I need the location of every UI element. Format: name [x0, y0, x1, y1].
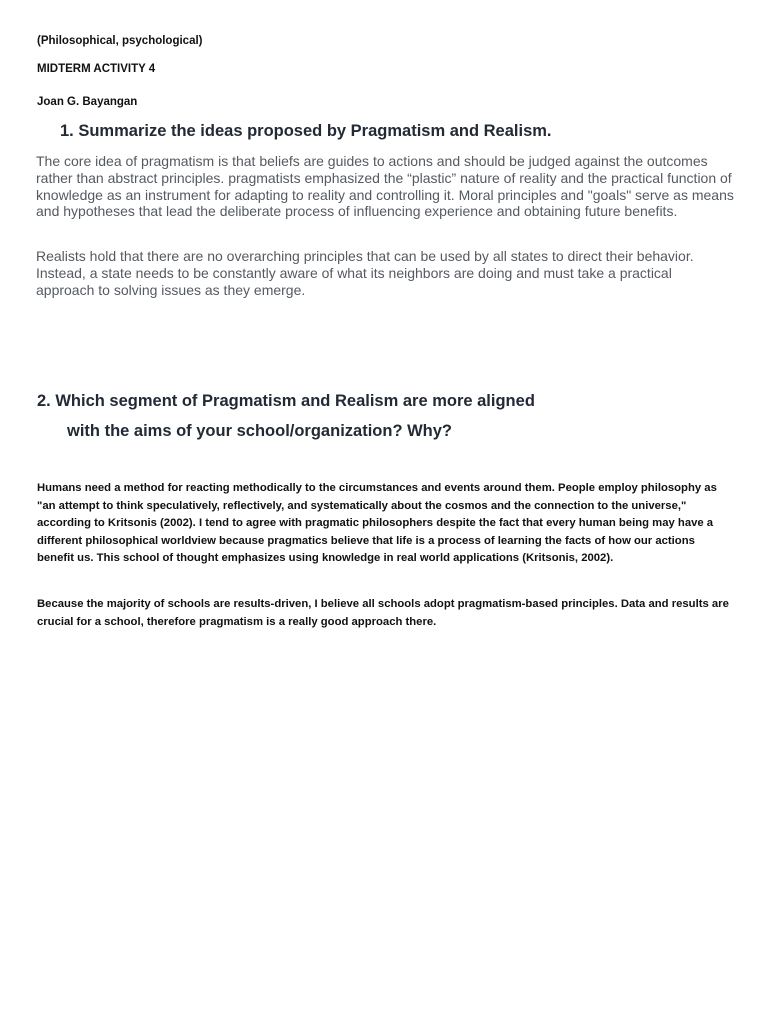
question-2-answer-paragraph-2: Because the majority of schools are results-driven, I believe all schools adopt pragmatism-based principles. Data and results are crucial for a school, therefore pragmatism is a really good approach there.: [37, 598, 729, 628]
question-1-answer-realism: Realists hold that there are no overarching principles that can be used by all states to direct their behavior. Instead, a state needs to be constantly aware of what its neighbors are doing and must take a practical approach to solving issues as they emerge.: [36, 248, 694, 298]
question-1-answer-pragmatism: The core idea of pragmatism is that beliefs are guides to actions and should be judged against the outcomes rather than abstract principles. pragmatists emphasized the “plastic” nature of reality and the practical function of knowledge as an instrument for adapting to reality and controlling it. Moral principles and "goals" serve as means and hypotheses that lead the deliberate process of influencing experience and obtaining future benefits.: [36, 153, 734, 220]
question-2-heading-line-2: with the aims of your school/organization? Why?: [67, 422, 453, 440]
question-1-heading: 1. Summarize the ideas proposed by Pragmatism and Realism.: [60, 122, 552, 140]
question-2-heading-line-1: 2. Which segment of Pragmatism and Realism are more aligned: [37, 392, 535, 410]
document-subtitle: (Philosophical, psychological): [37, 35, 203, 47]
activity-title: MIDTERM ACTIVITY 4: [37, 63, 156, 75]
question-2-answer-paragraph-1: Humans need a method for reacting methodically to the circumstances and events around them. People employ philosophy as "an attempt to think speculatively, reflectively, and systematically about the cosmos and the connection to the universe," according to Kritsonis (2002). I tend to agree with pragmatic philosophers despite the fact that every human being may have a different philosophical worldview because pragmatics believe that life is a process of learning the facts of how our actions benefit us. This school of thought emphasizes using knowledge in real world applications (Kritsonis, 2002).: [37, 482, 717, 564]
author-name: Joan G. Bayangan: [37, 96, 138, 108]
